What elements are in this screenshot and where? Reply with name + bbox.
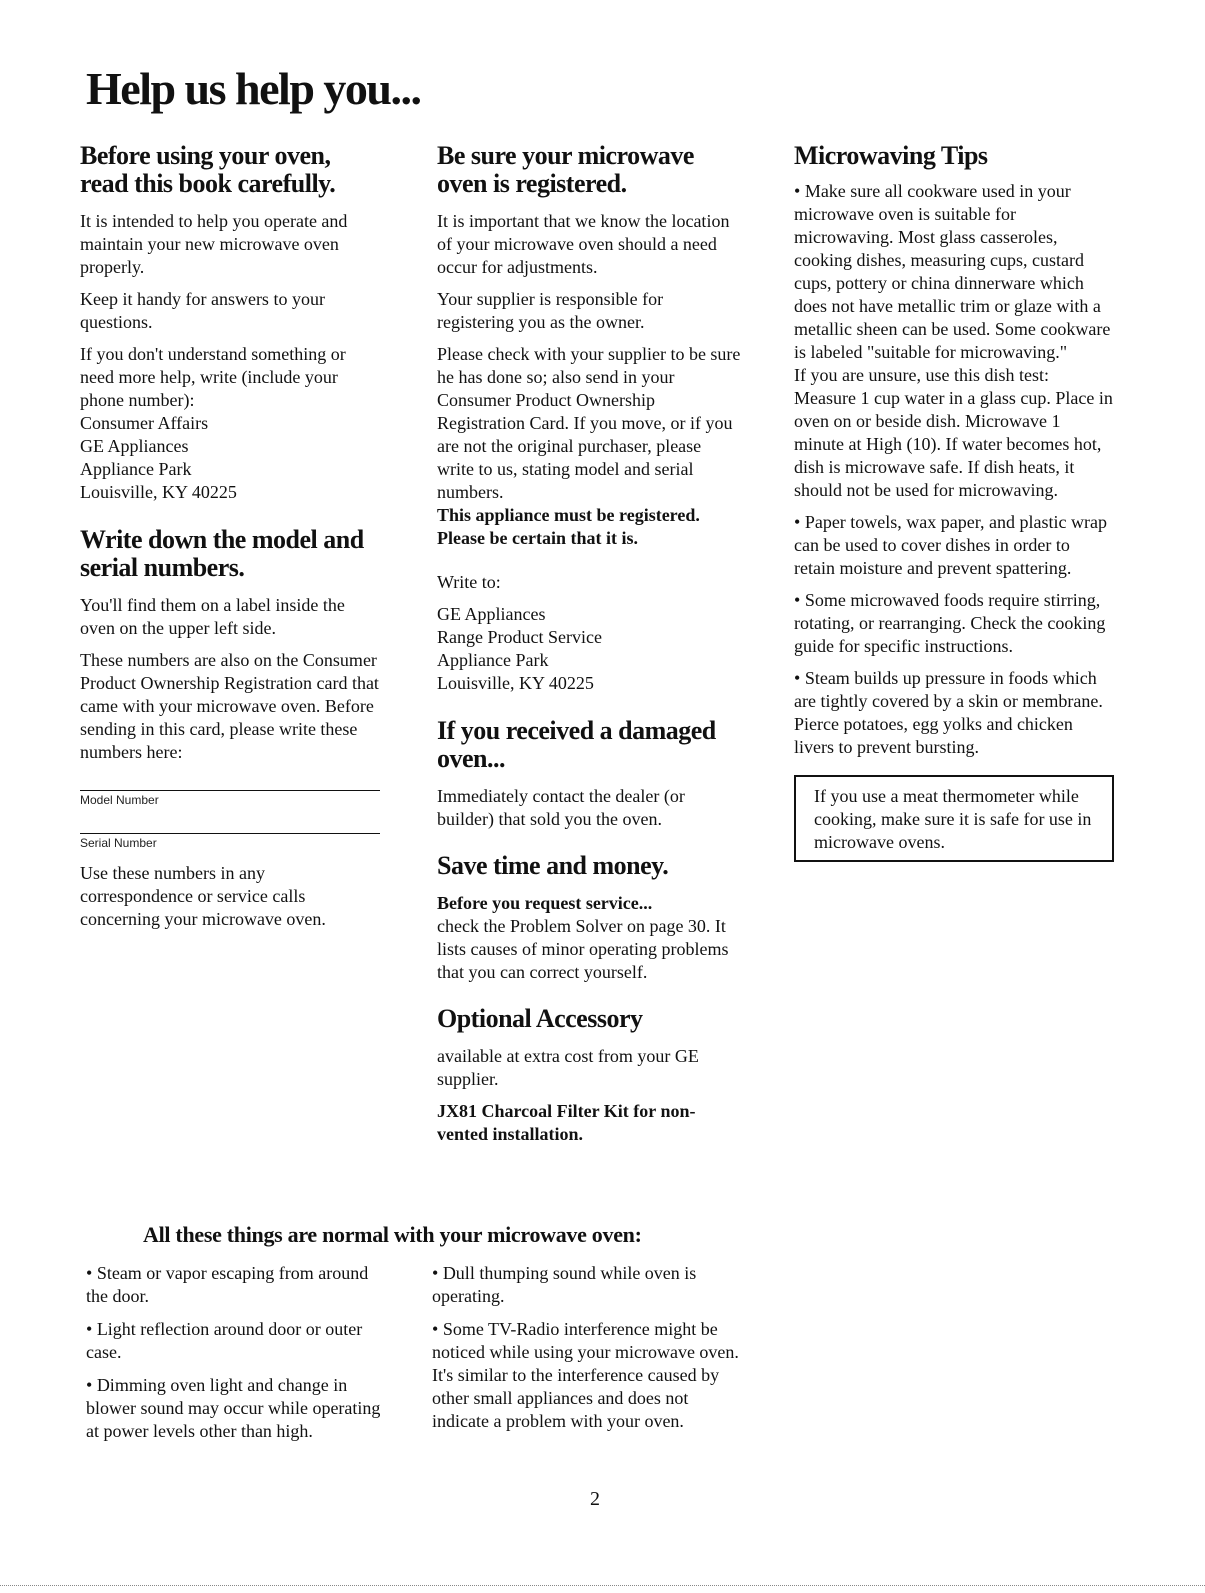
middle-column: [437, 142, 742, 1155]
label-location-paragraph: You'll find them on a label inside the oven on the upper left side.: [80, 595, 345, 638]
tip-steam: • Steam builds up pressure in foods which are tightly covered by a skin or membrane. Pierce potatoes, egg yolks and chicken livers to prevent bursting.: [794, 667, 1114, 759]
address-line: Louisville, KY 40225: [80, 482, 237, 502]
page-number: 2: [590, 1488, 600, 1510]
normal-item: • Dimming oven light and change in blower sound may occur while operating at power levels other than high.: [86, 1374, 386, 1443]
tip-cookware: • Make sure all cookware used in your microwave oven is suitable for microwaving. Most glass casseroles, cooking dishes, measuring cups, custard cups, pottery or china dinnerware which does not have metallic trim or glaze with a metallic sheen can be used. Some cookware is labeled "suitable for microwaving.": [794, 180, 1114, 364]
serial-number-label: Serial Number: [80, 836, 157, 850]
serial-number-field[interactable]: [80, 833, 380, 850]
before-service-lead: Before you request service...: [437, 893, 653, 913]
page-title: Help us help you...: [86, 63, 421, 114]
heading-write-down-numbers: Write down the model and serial numbers.: [80, 525, 364, 582]
tip-dish-test: If you are unsure, use this dish test: Measure 1 cup water in a glass cup. Place in oven on or beside dish. Microwave 1 minute at High (10). If water becomes hot, dish is microwave safe. If dish heats, it should not be used for microwaving.: [794, 365, 1113, 500]
normal-things-right-list: [432, 1262, 742, 1443]
keep-handy-paragraph: Keep it handy for answers to your questions.: [80, 289, 325, 332]
tip-paper-towels: • Paper towels, wax paper, and plastic wrap can be used to cover dishes in order to retain moisture and prevent spattering.: [794, 511, 1114, 580]
heading-save-time: Save time and money.: [437, 851, 669, 880]
thermometer-note-box: [794, 775, 1114, 862]
address-line: GE Appliances: [437, 604, 546, 624]
thermometer-note: If you use a meat thermometer while cooking, make sure it is safe for use in microwave ovens.: [814, 786, 1092, 852]
address-line: Appliance Park: [80, 459, 192, 479]
must-register-paragraph: This appliance must be registered. Please be certain that it is.: [437, 505, 700, 548]
write-us-paragraph: If you don't understand something or need more help, write (include your phone number):: [80, 344, 346, 410]
model-number-field[interactable]: [80, 790, 380, 807]
right-column: [794, 142, 1114, 862]
use-numbers-paragraph: Use these numbers in any correspondence or service calls concerning your microwave oven.: [80, 863, 326, 929]
heading-microwaving-tips: Microwaving Tips: [794, 141, 988, 170]
page-bottom-edge: [0, 1585, 1205, 1586]
supplier-paragraph: Your supplier is responsible for registering you as the owner.: [437, 289, 664, 332]
contact-dealer-paragraph: Immediately contact the dealer (or builder) that sold you the oven.: [437, 786, 685, 829]
filter-kit-name: JX81 Charcoal Filter Kit for non-vented installation.: [437, 1101, 696, 1144]
left-column: [80, 142, 380, 940]
normal-item: • Some TV-Radio interference might be noticed while using your microwave oven. It's similar to the interference caused by other small appliances and does not indicate a problem with your oven.: [432, 1318, 742, 1433]
heading-registered: Be sure your microwave oven is registered.: [437, 141, 694, 198]
normal-item: • Light reflection around door or outer case.: [86, 1318, 386, 1364]
address-line: Consumer Affairs: [80, 413, 209, 433]
serial-number-line: [80, 833, 380, 834]
address-line: Louisville, KY 40225: [437, 673, 594, 693]
problem-solver-paragraph: check the Problem Solver on page 30. It lists causes of minor operating problems that you can correct yourself.: [437, 916, 729, 982]
write-to-label: Write to:: [437, 572, 501, 592]
accessory-paragraph: available at extra cost from your GE supplier.: [437, 1046, 699, 1089]
heading-damaged-oven: If you received a damaged oven...: [437, 716, 716, 773]
normal-things-left-list: [86, 1262, 386, 1453]
address-line: GE Appliances: [80, 436, 189, 456]
tip-stirring: • Some microwaved foods require stirring, rotating, or rearranging. Check the cooking guide for specific instructions.: [794, 589, 1114, 658]
heading-optional-accessory: Optional Accessory: [437, 1004, 643, 1033]
registration-card-paragraph: These numbers are also on the Consumer Product Ownership Registration card that came with your microwave oven. Before sending in this card, please write these numbers here:: [80, 650, 379, 762]
important-paragraph: It is important that we know the location of your microwave oven should a need occur for adjustments.: [437, 211, 730, 277]
address-line: Appliance Park: [437, 650, 549, 670]
heading-before-using: Before using your oven, read this book carefully.: [80, 141, 336, 198]
model-number-label: Model Number: [80, 793, 159, 807]
normal-item: • Dull thumping sound while oven is operating.: [432, 1262, 742, 1308]
intro-paragraph: It is intended to help you operate and maintain your new microwave oven properly.: [80, 211, 348, 277]
model-number-line: [80, 790, 380, 791]
normal-things-heading: All these things are normal with your microwave oven:: [143, 1222, 642, 1247]
normal-item: • Steam or vapor escaping from around the door.: [86, 1262, 386, 1308]
address-line: Range Product Service: [437, 627, 602, 647]
check-supplier-paragraph: Please check with your supplier to be sure he has done so; also send in your Consumer Product Ownership Registration Card. If you move, or if you are not the original purchaser, please write to us, stating model and serial numbers.: [437, 344, 741, 502]
